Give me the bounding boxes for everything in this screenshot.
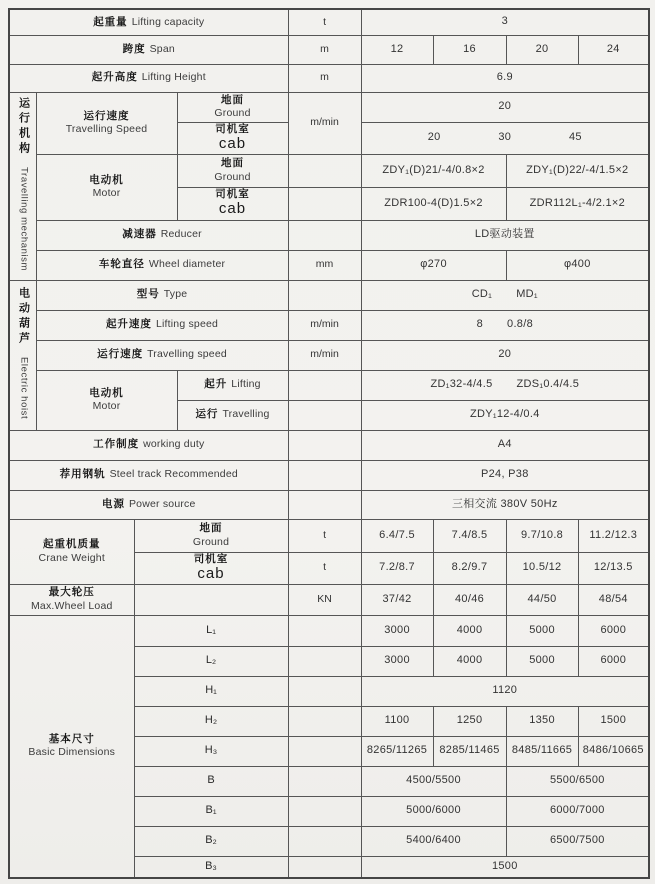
value-l1-4: 6000	[578, 615, 649, 646]
paired-values	[364, 288, 647, 302]
value-l1-2: 4000	[433, 615, 506, 646]
label-zh: 起重机质量	[43, 538, 101, 551]
label-span	[9, 35, 288, 64]
label-mech-motor	[36, 154, 177, 220]
sublabel-b1: B₁	[134, 796, 288, 826]
value-b-1: 4500/5500	[361, 766, 506, 796]
unit-empty	[288, 490, 361, 519]
unit-crane-weight-cab: t	[288, 552, 361, 584]
unit-empty	[288, 400, 361, 430]
label-en: Motor	[92, 400, 121, 412]
unit-hoist-lifting-speed: m/min	[288, 310, 361, 340]
value-wheel-load-2: 40/46	[433, 584, 506, 615]
unit-travelling-speed: m/min	[288, 92, 361, 154]
unit-empty	[288, 220, 361, 250]
sublabel-zh: 运行	[195, 408, 219, 421]
value-weight-cab-2: 8.2/9.7	[433, 552, 506, 584]
value-l1-1: 3000	[361, 615, 433, 646]
label-en: Motor	[92, 187, 121, 199]
row-steel-track	[9, 460, 649, 490]
sublabel-ground	[177, 154, 288, 187]
value-h2-4: 1500	[578, 706, 649, 736]
value-hoist-motor-1: ZD₁32-4/4.5	[430, 378, 493, 391]
value-mech-motor-cab-1: ZDR100-4(D)1.5×2	[361, 187, 506, 220]
label-hoist-lifting-speed	[36, 310, 288, 340]
value-hoist-motor-2: ZDS₁0.4/4.5	[516, 378, 580, 391]
value-wheel-diameter-2: φ400	[506, 250, 649, 280]
sublabel-en: Ground	[214, 107, 251, 119]
label-zh: 电动机	[89, 386, 124, 399]
sublabel-en: Ground	[214, 170, 251, 183]
value-lift-speed-1: 8	[476, 318, 484, 331]
value-weight-ground-2: 7.4/8.5	[433, 519, 506, 552]
group-label-en: Travelling mechanism	[18, 166, 30, 271]
sublabel-cab	[134, 552, 288, 584]
sublabel-zh: 地面	[221, 93, 245, 106]
sublabel-cab	[177, 187, 288, 220]
sublabel-en: Ground	[192, 535, 230, 548]
label-zh: 运行速度	[97, 348, 144, 361]
row-max-wheel-load	[9, 584, 649, 615]
unit-lifting-height: m	[288, 64, 361, 92]
value-b-2: 5500/6500	[506, 766, 649, 796]
row-reducer	[9, 220, 649, 250]
label-zh: 起重量	[93, 15, 128, 28]
value-wheel-load-4: 48/54	[578, 584, 649, 615]
value-l2-3: 5000	[506, 646, 578, 676]
value-wheel-load-3: 44/50	[506, 584, 578, 615]
value-l1-3: 5000	[506, 615, 578, 646]
label-zh: 基本尺寸	[48, 733, 95, 746]
unit-empty	[288, 615, 361, 646]
value-cab-speed-1: 20	[427, 131, 441, 144]
value-mech-motor-ground-2: ZDY₁(D)22/-4/1.5×2	[506, 154, 649, 187]
vertical-group-label	[17, 287, 29, 419]
value-b2-1: 5400/6400	[361, 826, 506, 856]
value-travel-speed-ground: 20	[361, 92, 649, 122]
row-hoist-travelling-speed	[9, 340, 649, 370]
row-dim-l1	[9, 615, 649, 646]
value-l2-4: 6000	[578, 646, 649, 676]
label-en: Steel track Recommended	[109, 468, 238, 481]
value-hoist-motor-lifting	[361, 370, 649, 400]
value-type-2: MD₁	[516, 288, 538, 301]
value-span-3: 20	[506, 35, 578, 64]
unit-empty	[288, 646, 361, 676]
label-en: Max.Wheel Load	[30, 599, 113, 612]
sublabel-b3: B₃	[134, 856, 288, 878]
unit-empty	[288, 430, 361, 460]
value-weight-ground-1: 6.4/7.5	[361, 519, 433, 552]
sublabel-en: cab	[218, 134, 247, 152]
sublabel-en: Travelling	[222, 408, 270, 421]
row-lifting-capacity	[9, 9, 649, 35]
label-en: Type	[163, 288, 188, 301]
sublabel-zh: 地面	[221, 157, 245, 170]
value-cab-speed-3: 45	[569, 131, 582, 144]
label-en: Lifting Height	[141, 71, 206, 84]
value-hoist-type	[361, 280, 649, 310]
sublabel-ground	[134, 519, 288, 552]
value-steel-track: P24, P38	[361, 460, 649, 490]
value-weight-cab-3: 10.5/12	[506, 552, 578, 584]
sublabel-ground	[177, 92, 288, 122]
unit-max-wheel-load: KN	[288, 584, 361, 615]
label-zh: 跨度	[122, 42, 146, 55]
label-en: Basic Dimensions	[28, 746, 116, 759]
sublabel-en: cab	[197, 564, 225, 582]
unit-lifting-capacity: t	[288, 9, 361, 35]
sublabel-cab	[177, 122, 288, 154]
sublabel-en: cab	[218, 200, 247, 218]
value-type-1: CD₁	[471, 288, 493, 301]
label-hoist-motor	[36, 370, 177, 430]
label-wheel-diameter	[36, 250, 288, 280]
label-crane-weight	[9, 519, 134, 584]
label-travelling-speed	[36, 92, 177, 154]
value-reducer: LD驱动装置	[361, 220, 649, 250]
value-mech-motor-cab-2: ZDR112L₁-4/2.1×2	[506, 187, 649, 220]
unit-empty	[288, 460, 361, 490]
value-mech-motor-ground-1: ZDY₁(D)21/-4/0.8×2	[361, 154, 506, 187]
value-weight-ground-4: 11.2/12.3	[578, 519, 649, 552]
label-zh: 荐用钢轨	[59, 468, 106, 481]
label-steel-track	[9, 460, 288, 490]
label-zh: 运行速度	[83, 109, 130, 122]
row-hoist-motor-lifting	[9, 370, 649, 400]
unit-empty	[288, 706, 361, 736]
sublabel-lifting	[177, 370, 288, 400]
value-span-2: 16	[433, 35, 506, 64]
group-label-zh: 运行机构	[17, 96, 30, 157]
row-hoist-type	[9, 280, 649, 310]
label-zh: 电动机	[89, 173, 124, 186]
unit-empty	[288, 826, 361, 856]
sublabel-zh: 地面	[199, 522, 223, 535]
value-hoist-lifting-speed	[361, 310, 649, 340]
unit-empty	[288, 766, 361, 796]
value-h3-3: 8485/11665	[506, 736, 578, 766]
value-b1-1: 5000/6000	[361, 796, 506, 826]
row-crane-weight-ground	[9, 519, 649, 552]
sublabel-b2: B₂	[134, 826, 288, 856]
label-hoist-type	[36, 280, 288, 310]
label-zh: 型号	[136, 288, 160, 301]
label-zh: 最大轮压	[48, 586, 95, 599]
value-b3: 1500	[361, 856, 649, 878]
label-zh: 减速器	[122, 228, 157, 241]
label-zh: 起升高度	[91, 71, 138, 84]
label-lifting-capacity	[9, 9, 288, 35]
unit-empty	[288, 370, 361, 400]
sublabel-b: B	[134, 766, 288, 796]
value-h3-2: 8285/11465	[433, 736, 506, 766]
label-power-source	[9, 490, 288, 519]
label-en: Lifting capacity	[131, 15, 205, 28]
group-travelling-mechanism	[9, 92, 36, 280]
label-en: Travelling speed	[147, 348, 227, 361]
unit-empty	[288, 280, 361, 310]
value-cab-speed-2: 30	[498, 131, 512, 144]
value-lift-speed-2: 0.8/8	[507, 318, 533, 331]
unit-hoist-travelling-speed: m/min	[288, 340, 361, 370]
label-en: Lifting speed	[155, 318, 219, 331]
label-working-duty	[9, 430, 288, 460]
sublabel-travelling	[177, 400, 288, 430]
label-en: Span	[149, 42, 175, 55]
value-travel-speed-cab	[361, 122, 649, 154]
label-en: Power source	[128, 497, 196, 510]
label-en: working duty	[143, 438, 205, 451]
value-h2-1: 1100	[361, 706, 433, 736]
label-zh: 电源	[101, 497, 125, 510]
row-power-source	[9, 490, 649, 519]
group-electric-hoist	[9, 280, 36, 430]
cell-empty	[134, 584, 288, 615]
sublabel-zh: 司机室	[215, 188, 250, 201]
value-working-duty: A4	[361, 430, 649, 460]
crane-spec-table	[8, 8, 650, 879]
label-zh: 工作制度	[93, 438, 140, 451]
label-zh: 车轮直径	[98, 258, 145, 271]
value-b1-2: 6000/7000	[506, 796, 649, 826]
sublabel-en: Lifting	[231, 378, 261, 391]
value-weight-ground-3: 9.7/10.8	[506, 519, 578, 552]
sublabel-l1: L₁	[134, 615, 288, 646]
row-working-duty	[9, 430, 649, 460]
sublabel-l2: L₂	[134, 646, 288, 676]
value-h2-3: 1350	[506, 706, 578, 736]
label-reducer	[36, 220, 288, 250]
unit-empty	[288, 856, 361, 878]
value-span-1: 12	[361, 35, 433, 64]
sublabel-zh: 起升	[204, 378, 228, 391]
sublabel-zh: 司机室	[193, 552, 229, 565]
row-hoist-lifting-speed	[9, 310, 649, 340]
value-wheel-load-1: 37/42	[361, 584, 433, 615]
row-wheel-diameter	[9, 250, 649, 280]
value-weight-cab-4: 12/13.5	[578, 552, 649, 584]
sublabel-h3: H₃	[134, 736, 288, 766]
value-h2-2: 1250	[433, 706, 506, 736]
value-lifting-capacity: 3	[361, 9, 649, 35]
paired-values	[364, 318, 647, 332]
row-lifting-height	[9, 64, 649, 92]
value-hoist-motor-travelling: ZDY₁12-4/0.4	[361, 400, 649, 430]
label-max-wheel-load	[9, 584, 134, 615]
vertical-group-label	[17, 97, 29, 271]
label-en: Reducer	[160, 228, 202, 241]
value-l2-2: 4000	[433, 646, 506, 676]
row-mech-motor-ground	[9, 154, 649, 187]
sublabel-h1: H₁	[134, 676, 288, 706]
group-label-en: Electric hoist	[18, 356, 30, 420]
unit-wheel-diameter: mm	[288, 250, 361, 280]
group-label-zh: 电动葫芦	[17, 286, 30, 347]
label-zh: 起升速度	[105, 318, 152, 331]
value-span-4: 24	[578, 35, 649, 64]
row-travel-speed-ground	[9, 92, 649, 122]
sublabel-zh: 司机室	[215, 122, 250, 135]
unit-empty	[288, 736, 361, 766]
value-weight-cab-1: 7.2/8.7	[361, 552, 433, 584]
label-basic-dimensions	[9, 615, 134, 878]
value-power-source: 三相交流 380V 50Hz	[361, 490, 649, 519]
value-h1: 1120	[361, 676, 649, 706]
value-lifting-height: 6.9	[361, 64, 649, 92]
sublabel-h2: H₂	[134, 706, 288, 736]
value-l2-1: 3000	[361, 646, 433, 676]
label-hoist-travelling-speed	[36, 340, 288, 370]
value-b2-2: 6500/7500	[506, 826, 649, 856]
row-span	[9, 35, 649, 64]
value-hoist-travelling-speed: 20	[361, 340, 649, 370]
value-h3-4: 8486/10665	[578, 736, 649, 766]
unit-span: m	[288, 35, 361, 64]
label-en: Travelling Speed	[65, 123, 148, 135]
label-lifting-height	[9, 64, 288, 92]
value-h3-1: 8265/11265	[361, 736, 433, 766]
unit-crane-weight-ground: t	[288, 519, 361, 552]
unit-empty	[288, 187, 361, 220]
unit-empty	[288, 796, 361, 826]
label-en: Crane Weight	[38, 551, 105, 564]
paired-values	[364, 378, 647, 392]
label-en: Wheel diameter	[148, 258, 226, 271]
value-wheel-diameter-1: φ270	[361, 250, 506, 280]
unit-empty	[288, 676, 361, 706]
unit-empty	[288, 154, 361, 187]
